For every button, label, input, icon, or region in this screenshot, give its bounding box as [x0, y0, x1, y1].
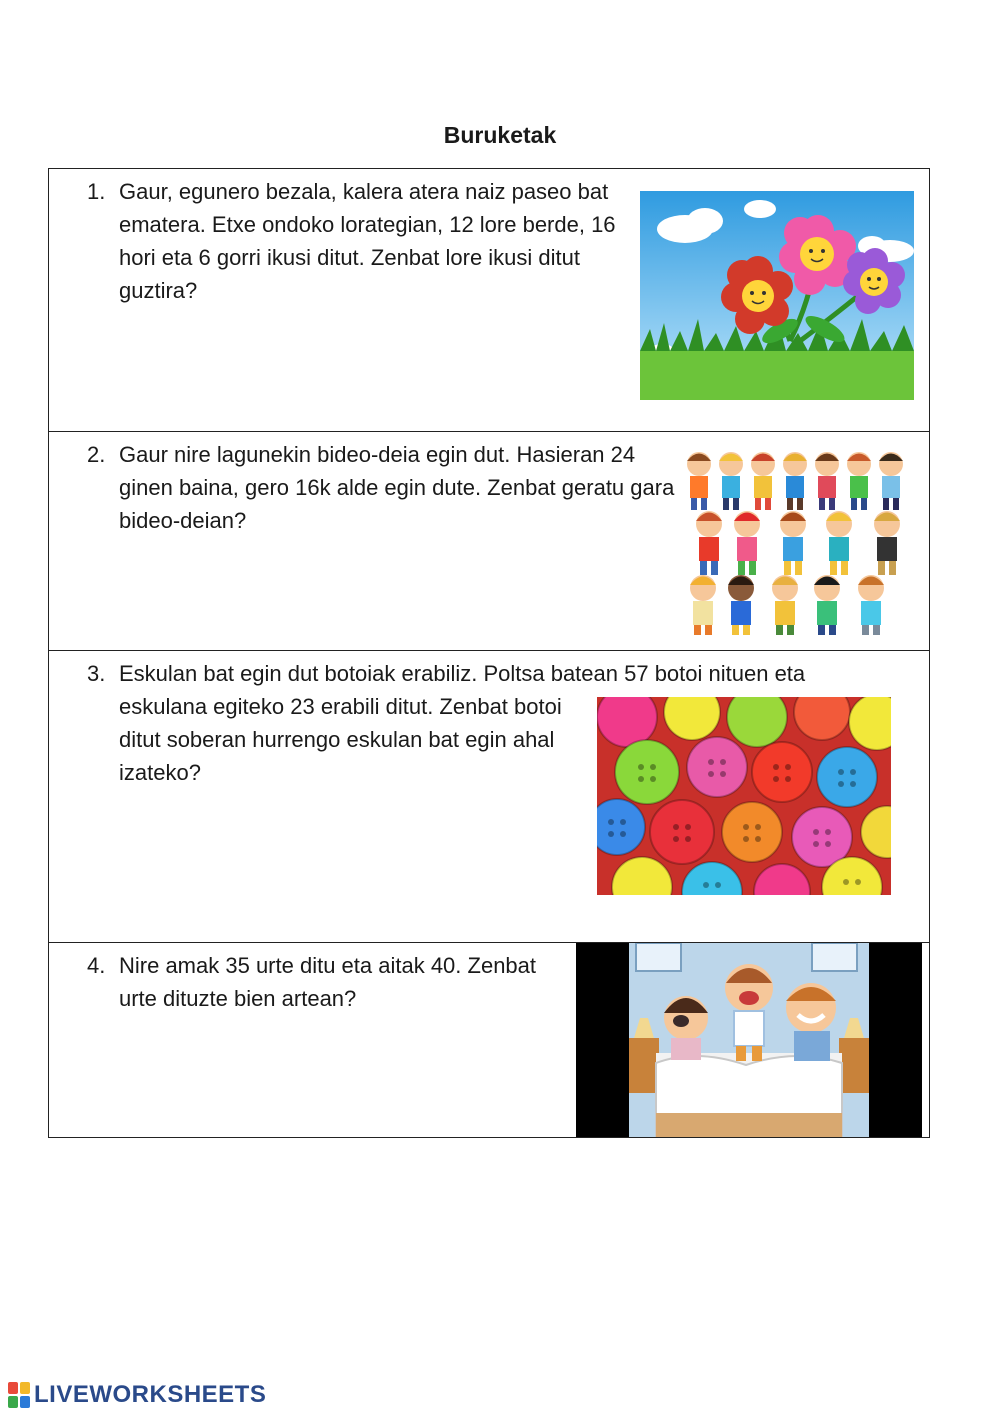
problem-text-line1: Eskulan bat egin dut botoiak erabiliz. Poltsa batean 57 botoi nituen eta	[119, 661, 806, 686]
problems-table	[48, 168, 930, 1138]
problem-number: 1.	[87, 179, 106, 204]
problem-row-3	[49, 651, 929, 943]
liveworksheets-logo	[8, 1380, 266, 1410]
buttons-photo	[597, 697, 891, 895]
problem-row-2	[49, 432, 929, 651]
page-title: Buruketak	[443, 122, 557, 148]
problem-text: Gaur nire lagunekin bideo-deia egin dut. Hasieran 24 ginen baina, gero 16k alde egin dute. Zenbat geratu gara bideo-deian?	[119, 442, 675, 533]
problem-number: 4.	[87, 953, 106, 978]
problem-text-rest: eskulana egiteko 23 erabili ditut. Zenbat botoi ditut soberan hurrengo eskulan bat egin ahal izateko?	[119, 694, 562, 785]
problem-number: 3.	[87, 661, 106, 686]
liveworksheets-icon	[8, 1382, 30, 1408]
problem-row-4	[49, 943, 929, 1137]
family-bed-illustration	[576, 943, 922, 1137]
problem-text: Gaur, egunero bezala, kalera atera naiz paseo bat ematera. Etxe ondoko lorategian, 12 lore berde, 16 hori eta 6 gorri ikusi ditut. Zenbat lore ikusi ditut guztira?	[119, 179, 616, 303]
problem-text: Nire amak 35 urte ditu eta aitak 40. Zenbat urte dituzte bien artean?	[119, 953, 537, 1011]
problem-row-1	[49, 169, 929, 432]
children-illustration	[681, 446, 921, 646]
problem-number: 2.	[87, 442, 106, 467]
flowers-illustration	[640, 191, 914, 400]
logo-text: LIVEWORKSHEETS	[34, 1381, 267, 1408]
